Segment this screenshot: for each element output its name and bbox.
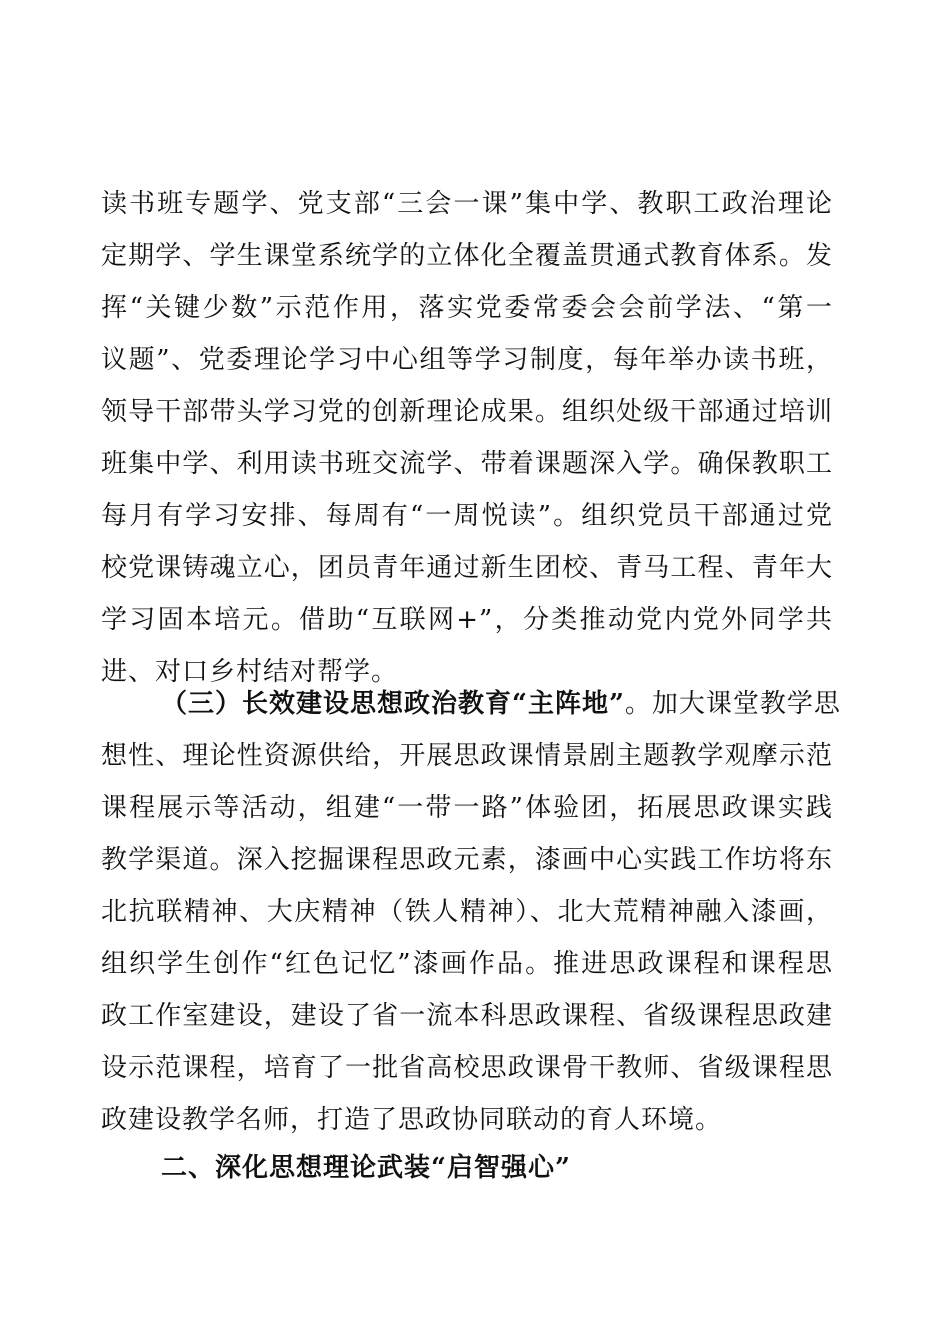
subsection-heading: （三）长效建设思想政治教育“主阵地” xyxy=(161,689,625,719)
paragraph-1-line: 班集中学、利用读书班交流学、带着课题深入学。确保教职工 xyxy=(101,449,833,479)
paragraph-2-line: 北抗联精神、大庆精神（铁人精神）、北大荒精神融入漆画， xyxy=(101,897,833,927)
paragraph-2-line: 政工作室建设，建设了省一流本科思政课程、省级课程思政建 xyxy=(101,1001,833,1031)
paragraph-1-line: 进、对口乡村结对帮学。 xyxy=(101,657,399,687)
paragraph-1-line: 定期学、学生课堂系统学的立体化全覆盖贯通式教育体系。发 xyxy=(101,241,833,271)
paragraph-2-line: 课程展示等活动，组建“一带一路”体验团，拓展思政课实践 xyxy=(101,793,833,823)
paragraph-2-first-line-rest: 。加大课堂教学思 xyxy=(624,689,841,719)
paragraph-1-line: 议题”、党委理论学习中心组等学习制度，每年举办读书班， xyxy=(101,345,833,375)
paragraph-1-line: 领导干部带头学习党的创新理论成果。组织处级干部通过培训 xyxy=(101,397,833,427)
paragraph-2-line: 组织学生创作“红色记忆”漆画作品。推进思政课程和课程思 xyxy=(101,949,833,979)
section-heading: 二、深化思想理论武装“启智强心” xyxy=(161,1153,571,1183)
paragraph-2-line: 设示范课程，培育了一批省高校思政课骨干教师、省级课程思 xyxy=(101,1053,833,1083)
paragraph-2-line: 想性、理论性资源供给，开展思政课情景剧主题教学观摩示范 xyxy=(101,741,833,771)
paragraph-1-line: 读书班专题学、党支部“三会一课”集中学、教职工政治理论 xyxy=(101,189,833,219)
paragraph-1-line: 每月有学习安排、每周有“一周悦读”。组织党员干部通过党 xyxy=(101,501,833,531)
paragraph-1-line: 学习固本培元。借助“互联网+”，分类推动党内党外同学共 xyxy=(101,605,833,635)
paragraph-2-line: 政建设教学名师，打造了思政协同联动的育人环境。 xyxy=(101,1105,723,1135)
paragraph-2-line: 教学渠道。深入挖掘课程思政元素，漆画中心实践工作坊将东 xyxy=(101,845,833,875)
paragraph-2-first-line xyxy=(161,684,841,724)
paragraph-1-line: 挥“关键少数”示范作用，落实党委常委会会前学法、“第一 xyxy=(101,293,833,323)
paragraph-1-line: 校党课铸魂立心，团员青年通过新生团校、青马工程、青年大 xyxy=(101,553,833,583)
